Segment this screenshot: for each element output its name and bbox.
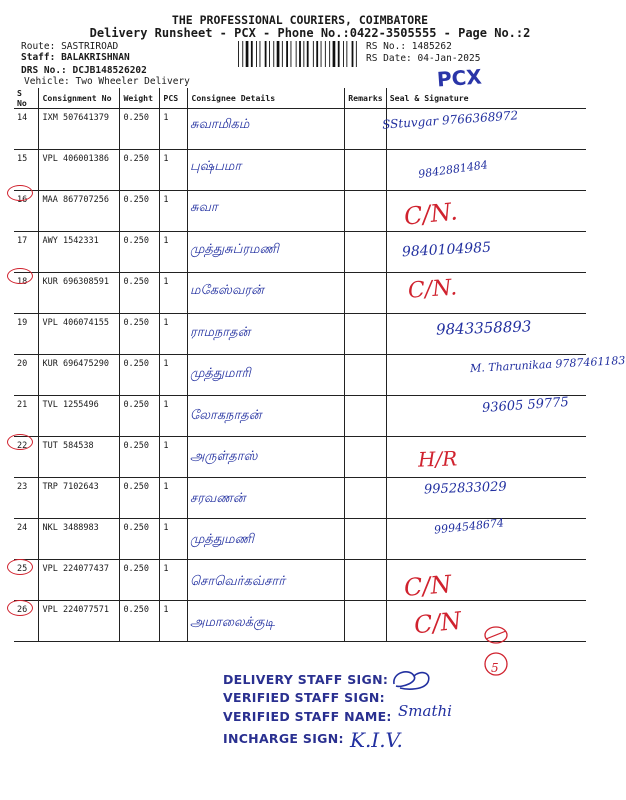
seal-signature: 9843358893 bbox=[435, 316, 532, 339]
remarks-cell bbox=[345, 560, 387, 601]
weight-cell: 0.250 bbox=[120, 191, 160, 232]
consignee-handwriting: ராமநாதன் bbox=[190, 324, 251, 340]
seal-signature: 9840104985 bbox=[401, 239, 492, 260]
seal-cell bbox=[386, 396, 586, 437]
consignee-handwriting: சரவணன் bbox=[190, 490, 246, 506]
sno-cell: 19 bbox=[14, 314, 39, 355]
weight-cell: 0.250 bbox=[120, 314, 160, 355]
remarks-cell bbox=[345, 191, 387, 232]
seal-signature: SStuvgar 9766368972 bbox=[381, 108, 519, 132]
seal-signature: C/N bbox=[412, 606, 463, 640]
seal-cell bbox=[386, 150, 586, 191]
sno-cell: 22 bbox=[14, 437, 39, 478]
consignee-handwriting: சொவெர்கவ்சார் bbox=[190, 573, 285, 589]
consignee-handwriting: புஷ்பமா bbox=[190, 158, 242, 174]
consignment-cell: NKL 3488983 bbox=[39, 519, 120, 560]
seal-cell bbox=[386, 314, 586, 355]
incharge-value: K.I.V. bbox=[350, 728, 403, 752]
consignment-cell: KUR 696308591 bbox=[39, 273, 120, 314]
seal-cell bbox=[386, 191, 586, 232]
consignee-cell bbox=[188, 478, 345, 519]
rs-no-value: 1485262 bbox=[411, 41, 452, 52]
drs-value: DCJB148526202 bbox=[72, 65, 147, 76]
weight-cell: 0.250 bbox=[120, 232, 160, 273]
rs-date-line bbox=[366, 53, 480, 64]
consignment-cell: TRP 7102643 bbox=[39, 478, 120, 519]
consignment-cell: VPL 406001386 bbox=[39, 150, 120, 191]
pcs-cell: 1 bbox=[160, 560, 188, 601]
seal-signature: H/R bbox=[417, 446, 458, 472]
table-row bbox=[14, 314, 586, 355]
delivery-staff-sign: DELIVERY STAFF SIGN: bbox=[223, 672, 389, 687]
table-row bbox=[14, 355, 586, 396]
sno-cell: 20 bbox=[14, 355, 39, 396]
vehicle-line bbox=[24, 76, 190, 87]
remarks-cell bbox=[345, 232, 387, 273]
verified-staff-name: VERIFIED STAFF NAME: bbox=[223, 709, 392, 724]
route-line bbox=[21, 41, 118, 52]
consignee-cell bbox=[188, 396, 345, 437]
consignment-cell: TVL 1255496 bbox=[39, 396, 120, 437]
verified-name-value: Smathi bbox=[398, 702, 452, 720]
sno-cell: 18 bbox=[14, 273, 39, 314]
weight-cell: 0.250 bbox=[120, 396, 160, 437]
weight-cell: 0.250 bbox=[120, 109, 160, 150]
remarks-cell bbox=[345, 150, 387, 191]
seal-cell bbox=[386, 437, 586, 478]
seal-cell bbox=[386, 355, 586, 396]
sno-cell: 14 bbox=[14, 109, 39, 150]
sno-cell: 21 bbox=[14, 396, 39, 437]
consignee-handwriting: முத்துமணி bbox=[190, 532, 254, 547]
table-row bbox=[14, 601, 586, 642]
remarks-cell bbox=[345, 396, 387, 437]
runsheet-table bbox=[14, 88, 586, 642]
col-sno: S No bbox=[14, 88, 39, 109]
consignee-cell bbox=[188, 519, 345, 560]
drs-line bbox=[21, 65, 147, 76]
col-remarks: Remarks bbox=[345, 88, 387, 109]
staff-line bbox=[21, 52, 130, 63]
consignee-handwriting: சுவா bbox=[190, 200, 218, 215]
table-row bbox=[14, 478, 586, 519]
sno-cell: 16 bbox=[14, 191, 39, 232]
consignee-handwriting: அருள்தாஸ் bbox=[190, 449, 258, 464]
pcs-cell: 1 bbox=[160, 396, 188, 437]
seal-cell bbox=[386, 601, 586, 642]
pcs-cell: 1 bbox=[160, 355, 188, 396]
table-row bbox=[14, 437, 586, 478]
consignment-cell: MAA 867707256 bbox=[39, 191, 120, 232]
table-row bbox=[14, 396, 586, 437]
remarks-cell bbox=[345, 109, 387, 150]
barcode-image bbox=[237, 41, 359, 67]
seal-signature: C/N. bbox=[402, 197, 459, 231]
rs-no-label: RS No.: bbox=[366, 41, 407, 52]
remarks-cell bbox=[345, 478, 387, 519]
remarks-cell bbox=[345, 601, 387, 642]
consignee-handwriting: சுவாமிகம் bbox=[190, 117, 250, 132]
seal-cell bbox=[386, 560, 586, 601]
table-row bbox=[14, 232, 586, 273]
seal-signature: 9842881484 bbox=[417, 157, 489, 181]
table-row bbox=[14, 273, 586, 314]
remarks-cell bbox=[345, 519, 387, 560]
pcs-cell: 1 bbox=[160, 478, 188, 519]
consignee-cell bbox=[188, 109, 345, 150]
verified-staff-sign: VERIFIED STAFF SIGN: bbox=[223, 690, 385, 705]
col-pcs: PCS bbox=[160, 88, 188, 109]
table-row bbox=[14, 560, 586, 601]
weight-cell: 0.250 bbox=[120, 478, 160, 519]
col-consignment: Consignment No bbox=[39, 88, 120, 109]
weight-cell: 0.250 bbox=[120, 150, 160, 191]
pcs-cell: 1 bbox=[160, 109, 188, 150]
seal-signature: 9994548674 bbox=[433, 516, 505, 537]
consignment-cell: VPL 224077437 bbox=[39, 560, 120, 601]
rs-no-line bbox=[366, 41, 452, 52]
consignment-cell: AWY 1542331 bbox=[39, 232, 120, 273]
weight-cell: 0.250 bbox=[120, 355, 160, 396]
table-row bbox=[14, 191, 586, 232]
weight-cell: 0.250 bbox=[120, 519, 160, 560]
consignee-cell bbox=[188, 191, 345, 232]
col-weight: Weight bbox=[120, 88, 160, 109]
pcx-stamp: PCX bbox=[436, 64, 483, 92]
table-row bbox=[14, 150, 586, 191]
table-header-row bbox=[14, 88, 586, 109]
pcs-cell: 1 bbox=[160, 191, 188, 232]
weight-cell: 0.250 bbox=[120, 601, 160, 642]
consignee-cell bbox=[188, 232, 345, 273]
consignee-handwriting: முத்துமாரி bbox=[190, 366, 251, 381]
consignee-handwriting: அமாலைக்குடி bbox=[190, 615, 275, 630]
pcs-cell: 1 bbox=[160, 437, 188, 478]
drs-label: DRS No.: bbox=[21, 65, 67, 76]
pcs-cell: 1 bbox=[160, 519, 188, 560]
seal-cell bbox=[386, 273, 586, 314]
seal-cell bbox=[386, 109, 586, 150]
vehicle-label: Vehicle: bbox=[24, 76, 70, 87]
consignee-cell bbox=[188, 437, 345, 478]
consignment-cell: TUT 584538 bbox=[39, 437, 120, 478]
col-consignee: Consignee Details bbox=[188, 88, 345, 109]
remarks-cell bbox=[345, 273, 387, 314]
seal-cell bbox=[386, 232, 586, 273]
consignment-cell: VPL 406074155 bbox=[39, 314, 120, 355]
sno-cell: 26 bbox=[14, 601, 39, 642]
route-label: Route: bbox=[21, 41, 56, 52]
consignee-cell bbox=[188, 601, 345, 642]
consignee-handwriting: மகேஸ்வரன் bbox=[190, 283, 264, 298]
table-row bbox=[14, 109, 586, 150]
sno-cell: 24 bbox=[14, 519, 39, 560]
remarks-cell bbox=[345, 437, 387, 478]
sno-cell: 17 bbox=[14, 232, 39, 273]
company-title: THE PROFESSIONAL COURIERS, COIMBATORE bbox=[171, 13, 429, 27]
seal-signature: C/N bbox=[402, 569, 453, 602]
consignment-cell: IXM 507641379 bbox=[39, 109, 120, 150]
remarks-cell bbox=[345, 314, 387, 355]
consignee-cell bbox=[188, 355, 345, 396]
col-seal: Seal & Signature bbox=[386, 88, 586, 109]
rs-date-value: 04-Jan-2025 bbox=[417, 53, 481, 64]
remarks-cell bbox=[345, 355, 387, 396]
seal-signature: C/N. bbox=[407, 275, 458, 304]
consignment-cell: KUR 696475290 bbox=[39, 355, 120, 396]
pcs-cell: 1 bbox=[160, 314, 188, 355]
staff-label: Staff: bbox=[21, 52, 56, 63]
runsheet-title: Delivery Runsheet - PCX - Phone No.:0422-3505555 - Page No.:2 bbox=[89, 26, 531, 40]
consignee-cell bbox=[188, 560, 345, 601]
delivery-signature bbox=[388, 664, 438, 700]
sno-cell: 25 bbox=[14, 560, 39, 601]
table-row bbox=[14, 519, 586, 560]
seal-cell bbox=[386, 478, 586, 519]
route-value: SASTRIROAD bbox=[61, 41, 119, 52]
consignee-cell bbox=[188, 314, 345, 355]
weight-cell: 0.250 bbox=[120, 437, 160, 478]
sno-cell: 23 bbox=[14, 478, 39, 519]
weight-cell: 0.250 bbox=[120, 560, 160, 601]
pcs-cell: 1 bbox=[160, 601, 188, 642]
pcs-cell: 1 bbox=[160, 232, 188, 273]
rs-date-label: RS Date: bbox=[366, 53, 412, 64]
consignee-cell bbox=[188, 273, 345, 314]
sno-cell: 15 bbox=[14, 150, 39, 191]
count-circled: 5 bbox=[491, 661, 499, 675]
seal-signature: 93605 59775 bbox=[481, 394, 570, 416]
consignee-handwriting: முத்துசுப்ரமணி bbox=[190, 241, 279, 257]
staff-value: BALAKRISHNAN bbox=[61, 52, 130, 63]
incharge-sign: INCHARGE SIGN: bbox=[223, 731, 344, 746]
vehicle-value: Two Wheeler Delivery bbox=[75, 76, 190, 87]
pcs-cell: 1 bbox=[160, 273, 188, 314]
seal-cell bbox=[386, 519, 586, 560]
consignee-handwriting: லோகநாதன் bbox=[190, 407, 262, 423]
consignment-cell: VPL 224077571 bbox=[39, 601, 120, 642]
weight-cell: 0.250 bbox=[120, 273, 160, 314]
pcs-cell: 1 bbox=[160, 150, 188, 191]
consignee-cell bbox=[188, 150, 345, 191]
seal-signature: M. Tharunikaa 9787461183 bbox=[469, 353, 626, 376]
seal-signature: 9952833029 bbox=[423, 479, 507, 497]
